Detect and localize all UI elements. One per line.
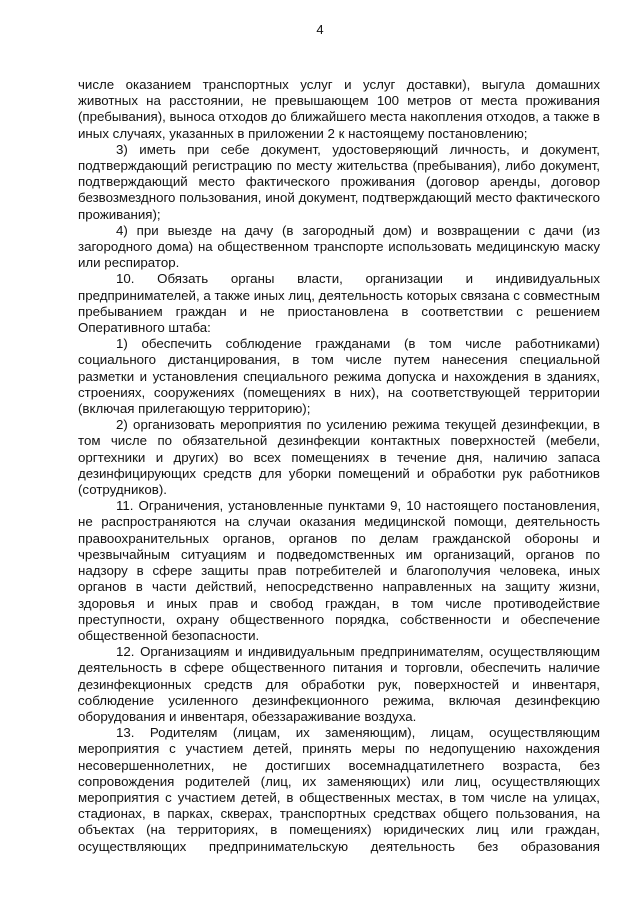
- paragraph-clause-10-item-1: 1) обеспечить соблюдение гражданами (в том числе работниками) социального дистанцирования, в том числе путем нанесения специальной разметки и установления специального режима допуска и нахождения в зданиях, строениях, сооружениях (помещениях в них), на соответствующей территории (включая прилегающую территорию);: [78, 336, 600, 417]
- paragraph-clause-10-item-2: 2) организовать мероприятия по усилению режима текущей дезинфекции, в том числе по обязательной дезинфекции контактных поверхностей (мебели, оргтехники и других) во всех помещениях в течение дня, наличию запаса дезинфицирующих средств для уборки помещений и обработки рук работников (сотрудников).: [78, 417, 600, 498]
- paragraph-clause-12: 12. Организациям и индивидуальным предпринимателям, осуществляющим деятельность в сфере общественного питания и торговли, обеспечить наличие дезинфекционных средств для обработки рук, поверхностей и инвентаря, соблюдение усиленного дезинфекционного режима, включая дезинфекцию оборудования и инвентаря, обеззараживание воздуха.: [78, 644, 600, 724]
- paragraph-continuation: числе оказанием транспортных услуг и услуг доставки), выгула домашних животных на расстоянии, не превышающем 100 метров от места проживания (пребывания), выноса отходов до ближайшего места накопления отходов, а также в иных случаях, указанных в приложении 2 к настоящему постановлению;: [78, 77, 600, 141]
- document-body: [78, 77, 600, 855]
- paragraph-item-3: 3) иметь при себе документ, удостоверяющий личность, и документ, подтверждающий регистрацию по месту жительства (пребывания), либо документ, подтверждающий место фактического проживания (договор аренды, договор безвозмездного пользования, иной документ, подтверждающий место фактического проживания);: [78, 141, 600, 222]
- paragraph-clause-10: 10. Обязать органы власти, организации и индивидуальных предпринимателей, а также иных лиц, деятельность которых связана с совместным пребыванием граждан и не приостановлена в соответствии с решением Оперативного штаба:: [78, 271, 600, 336]
- paragraph-clause-13: 13. Родителям (лицам, их заменяющим), лицам, осуществляющим мероприятия с участием детей, принять меры по недопущению нахождения несовершеннолетних, не достигших восемнадцатилетнего возраста, без сопровождения родителей (лиц, их заменяющих) или лиц, осуществляющих мероприятия с участием детей, в общественных местах, в том числе на улицах, стадионах, в парках, скверах, транспортных средствах общего пользования, на объектах (на территориях, в помещениях) юридических лиц или граждан, осуществляющих предпринимательскую деятельность без образования: [78, 725, 600, 854]
- page-number: 4: [316, 22, 324, 37]
- paragraph-clause-11: 11. Ограничения, установленные пунктами 9, 10 настоящего постановления, не распространяются на случаи оказания медицинской помощи, деятельность правоохранительных органов, органов по делам гражданской обороны и чрезвычайным ситуациям и подведомственных им организаций, органов по надзору в сфере защиты прав потребителей и благополучия человека, иных органов в части действий, непосредственно направленных на защиту жизни, здоровья и иных прав и свобод граждан, в том числе противодействие преступности, охрану общественного порядка, собственности и обеспечение общественной безопасности.: [78, 498, 600, 643]
- paragraph-item-4: 4) при выезде на дачу (в загородный дом) и возвращении с дачи (из загородного дома) на общественном транспорте использовать медицинскую маску или респиратор.: [78, 222, 600, 271]
